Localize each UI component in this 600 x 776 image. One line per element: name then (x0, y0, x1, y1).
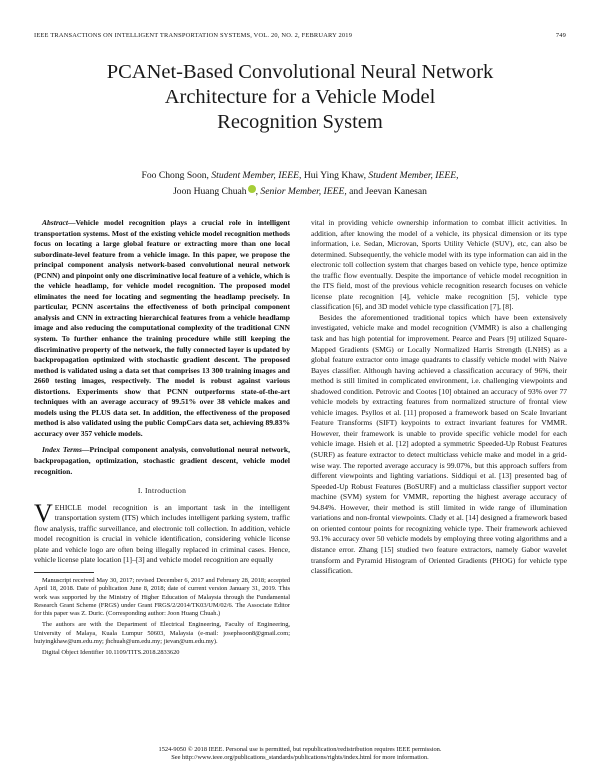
running-header (34, 32, 566, 44)
intro-paragraph (34, 498, 290, 566)
author-name: Hui Ying Khaw, (303, 170, 367, 181)
footnote-divider (34, 572, 94, 573)
footnote-doi: Digital Object Identifier 10.1109/TITS.2018.2833620 (42, 649, 180, 657)
author-role: Student Member, IEEE, (211, 170, 302, 181)
abstract-label: Abstract (42, 218, 68, 227)
index-terms (34, 445, 290, 477)
author-name: Foo Chong Soon, (141, 170, 209, 181)
right-column (311, 218, 567, 577)
left-column (34, 218, 290, 661)
author-role: Senior Member, IEEE, (260, 185, 347, 197)
title-line-1: PCANet-Based Convolutional Neural Network (106, 61, 494, 83)
section-heading: I. Introduction (137, 486, 187, 496)
author-list (40, 168, 560, 199)
copyright-line: 1524-9050 © 2018 IEEE. Personal use is permitted, but republication/redistribution requires IEEE permission. (158, 746, 442, 753)
abstract (34, 218, 290, 439)
body-paragraph: vital in providing vehicle ownership information to combat illicit activities. In addition, after knowing the model of a vehicle, its physical dimension or its type information, i.e. Sedan, Microvan, Sports Utility Vehicle (SUV), etc, can also be determined. Subsequently, the vehicle model with its type information can aid in the electronic toll collection system that charges based on vehicle type, hence optimize the traffic flow eventually. Despite the importance of vehicle model recognition in the ITS field, most of the previous vehicle recognition research focuses on vehicle license plate recognition [4], vehicle make recognition [5], vehicle type classification [6], and 3D model vehicle type classification [7], [8]. (311, 218, 567, 312)
footnote-manuscript: Manuscript received May 30, 2017; revised December 6, 2017 and February 28, 2018; accepted April 18, 2018. Date of publication June 8, 2018; date of current version January 31, 2019. This work was supported by the Ministry of Higher Education of Malaysia through the Fundamental Research Grant Scheme (FRGS) under Grant FRGS/2/2014/TK03/UM/02/6. The Associate Editor for this paper was Z. Duric. (Corresponding author: Joon Huang Chuah.) (34, 576, 290, 618)
author-name: Joon Huang Chuah (173, 185, 247, 197)
index-terms-label: Index Terms (42, 445, 82, 455)
title-line-3: Recognition System (217, 111, 383, 133)
drop-cap: V (34, 498, 53, 528)
author-role: Student Member, IEEE, (368, 170, 459, 181)
abstract-text: —Vehicle model recognition plays a crucial role in intelligent transportation systems. Most of the existing vehicle model recognition methods focus on locating a large global feature or extracting more than one local subordinate-level feature from a vehicle image. In this paper, we propose the principal component analysis network-based convolutional neural network (PCNN) and pinpoint only one discriminative local feature of a vehicle, which is the vehicle headlamp, for vehicle model recognition. The proposed model eliminates the need for locating and segmenting the headlamp precisely. In particular, PCNN ascertains the effectiveness of both principal component analysis and CNN in extracting hierarchical features from a vehicle headlamp image and also reducing the computational complexity of the traditional CNN system. To further enhance the training procedure while still keeping the discriminative property of the network, the fully connected layer is updated by backpropagation optimized with stochastic gradient descent. The proposed method is validated using a data set that comprises 13 300 training images and 2660 testing images, respectively. The model is robust against various distortions. Experiments show that PCNN outperforms state-of-the-art techniques with an average accuracy of 99.51% over 38 vehicle makes and models using the PLUS data set. In addition, the effectiveness of the proposed method is also validated using the public CompCars data set, achieving 89.83% accuracy over 357 vehicle models. (34, 218, 290, 438)
page-number: 749 (555, 32, 566, 39)
footnotes (34, 577, 290, 658)
rights-link[interactable]: See http://www.ieee.org/publications_standards/publications/rights/index.html for more information. (171, 754, 429, 762)
journal-name: IEEE TRANSACTIONS ON INTELLIGENT TRANSPORTATION SYSTEMS, VOL. 20, NO. 2, FEBRUARY 2019 (34, 32, 353, 39)
orcid-icon[interactable] (248, 185, 256, 193)
paper-title (40, 60, 560, 135)
author-name: and Jeevan Kanesan (349, 185, 427, 197)
intro-text: EHICLE model recognition is an important task in the intelligent transportation system (ITS) which includes intelligent parking system, traffic flow analysis, traffic surveillance, and electronic toll collection. In addition, vehicle model recognition is crucial in vehicle identification, considering vehicle license plate and vehicle logo are often being illegally replaced in criminal cases. Hence, vehicle license plate location [1]–[3] and vehicle model recognition are equally (34, 502, 290, 565)
copyright-footer (40, 746, 560, 763)
footnote-affiliation: The authors are with the Department of Electrical Engineering, Faculty of Engineering, University of Malaya, Kuala Lumpur 50603, Malaysia (e-mail: josephsoon8@gmail.com; huiyingkhaw@um.edu.my; jhchuah@um.edu.my; jievan@um.edu.my). (34, 621, 290, 646)
author-line-2: Joon Huang Chuah , Senior Member, IEEE, and Jeevan Kanesan (173, 185, 427, 197)
body-paragraph: Besides the aforementioned traditional topics which have been extensively investigated, vehicle make and model recognition (VMMR) is also a challenging task and has high potential for improvement. Pearce and Pears [9] utilized Square-Mapped Gradients (SMG) or Locally Normalized Harris Strength (LNHS) as a global feature extractor onto image quadrants to classify vehicle model with Naive Bayes classifier. Although having achieved a classification accuracy of 96%, their method is still limited in complicated environment, i.e. challenging viewpoints and shadowed condition. Petrovic and Cootes [10] obtained an accuracy of 93% over 77 vehicle models by extracting features from normalized structure of frontal view vehicle images. Psyllos et al. [11] proposed a framework based on Scale Invariant Feature Transforms (SIFT) keypoints to extract invariant features for VMMR. However, their framework is unable to provide specific vehicle model for each vehicle image. Hsieh et al. [12] adopted a symmetric Speeded-Up Robust Features (SURF) as feature extractor to detect multiclass vehicle make and model in a grid-wise way. The reported average accuracy is 99.07%, but this approach suffers from different viewpoints and lighting variations. Siddiqui et al. [13] presented bag of Speeded-Up Robust Features (BoSURF) and a multiclass classifier support vector machine (SVM) system for VMMR, reporting the highest average accuracy of 94.84%. However, their method is still limited in wide range of illumination variations and non-frontal viewpoints. Clady et al. [14] designed a framework based on oriented contour points for recognizing vehicle type. Their framework achieved 93.1% accuracy over 50 vehicle models by employing three voting algorithms and a distance error. Zhang [15] studied two feature extractors, namely Gabor wavelet transform and Pyramid Histogram of Oriented Gradients (PHOG) for vehicle type classification. (311, 312, 567, 576)
author-line-1 (40, 168, 560, 184)
title-line-2: Architecture for a Vehicle Model (164, 86, 436, 108)
index-terms-text: —Principal component analysis, convolutional neural network, backpropagation, optimization, stochastic gradient descent, vehicle model recognition. (34, 445, 290, 476)
